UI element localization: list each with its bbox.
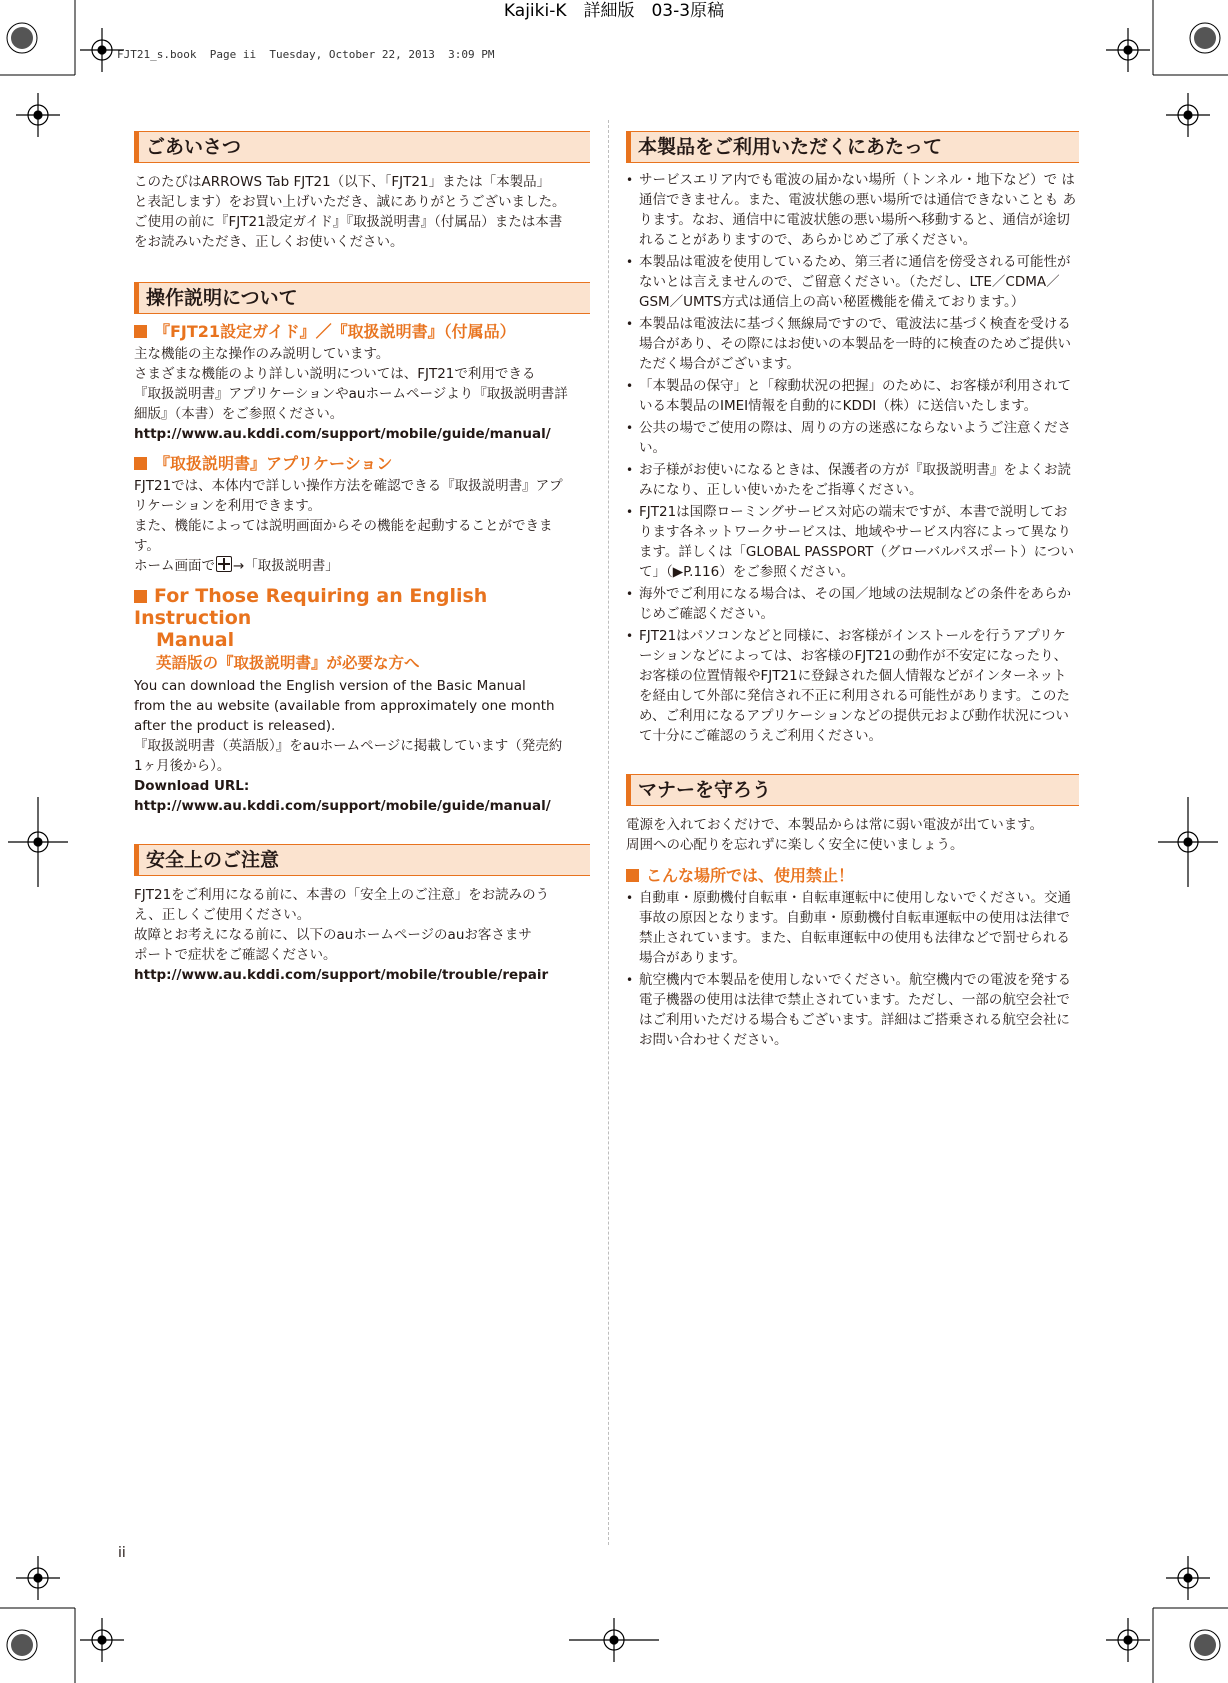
sub2-line: す。 bbox=[134, 538, 160, 554]
download-label: Download URL: bbox=[134, 778, 250, 794]
sub3-line: 1ヶ月後から）。 bbox=[134, 758, 231, 774]
list-item: • 本製品は電波法に基づく無線局ですので、電波法に基づく検査を受ける場合があり、その際にはお使いの本製品を一時的に検査のためご提供いただく場合がございます。 bbox=[626, 314, 1079, 374]
prohibited-title: こんな場所では、使用禁止！ bbox=[626, 865, 1079, 886]
operation-heading: 操作説明について bbox=[134, 282, 590, 314]
sub1-line: 細版』（本書）をご参照ください。 bbox=[134, 406, 344, 422]
list-item: • サービスエリア内でも電波の届かない場所（トンネル・地下など）で は通信できません。また、電波状態の悪い場所では通信できないことも あります。なお、通信中に電波状態の悪い場所へ移動すると、通信が途切れることがありますので、あらかじめご了承ください。 bbox=[626, 170, 1079, 250]
right-column bbox=[626, 131, 1079, 1052]
repair-url-link[interactable]: http://www.au.kddi.com/support/mobile/trouble/repair bbox=[134, 967, 549, 983]
usage-list bbox=[626, 170, 1079, 746]
sub3-line: from the au website (available from approximately one month bbox=[134, 698, 555, 714]
square-bullet-icon bbox=[626, 869, 639, 882]
sub2-line: リケーションを利用できます。 bbox=[134, 498, 322, 514]
list-item: • お子様がお使いになるときは、保護者の方が『取扱説明書』をよくお読みになり、正しい使いかたをご指導ください。 bbox=[626, 460, 1079, 500]
greeting-line: をお読みいただき、正しくお使いください。 bbox=[134, 234, 404, 250]
usage-heading: 本製品をご利用いただくにあたって bbox=[626, 131, 1079, 163]
greeting-line: このたびはARROWS Tab FJT21（以下、「FJT21」または「本製品」 bbox=[134, 174, 551, 190]
sub2-line: また、機能によっては説明画面からその機能を起動することができま bbox=[134, 518, 553, 534]
sub3-title-ja: 英語版の『取扱説明書』が必要な方へ bbox=[156, 654, 420, 672]
manner-body bbox=[626, 815, 1079, 855]
page-number: ii bbox=[118, 1545, 126, 1561]
operation-sub3 bbox=[134, 585, 590, 816]
sub1-title: 『FJT21設定ガイド』／『取扱説明書』（付属品） bbox=[134, 321, 590, 342]
safety-heading: 安全上のご注意 bbox=[134, 844, 590, 876]
list-item: • 本製品は電波を使用しているため、第三者に通信を傍受される可能性がないとは言えませんので、ご留意ください。（ただし、LTE／CDMA／GSM／UMTS方式は通信上の高い秘匿機能を備えております。） bbox=[626, 252, 1079, 312]
list-item: • 海外でご利用になる場合は、その国／地域の法規制などの条件をあらかじめご確認ください。 bbox=[626, 584, 1079, 624]
operation-sub2 bbox=[134, 453, 590, 576]
operation-sub1 bbox=[134, 321, 590, 444]
sub3-title-en: For Those Requiring an English Instruction Manual bbox=[134, 585, 488, 651]
square-bullet-icon bbox=[134, 325, 147, 338]
book-info-line: FJT21_s.book Page ii Tuesday, October 22, 2013 3:09 PM bbox=[117, 48, 495, 61]
left-column bbox=[134, 131, 590, 985]
sub2-title: 『取扱説明書』アプリケーション bbox=[134, 453, 590, 474]
safety-body bbox=[134, 885, 590, 985]
list-item: • 自動車・原動機付自転車・自転車運転中に使用しないでください。交通事故の原因となります。自動車・原動機付自転車運転中の使用は法律で禁止されています。また、自転車運転中の使用も法律などで罰せられる場合があります。 bbox=[626, 888, 1079, 968]
manner-line: 電源を入れておくだけで、本製品からは常に弱い電波が出ています。 bbox=[626, 817, 1044, 833]
sub1-line: 主な機能の主な操作のみ説明しています。 bbox=[134, 346, 390, 362]
safety-line: FJT21をご利用になる前に、本書の「安全上のご注意」をお読みのう bbox=[134, 887, 550, 903]
square-bullet-icon bbox=[134, 590, 147, 603]
prohibited-list bbox=[626, 888, 1079, 1050]
column-divider bbox=[608, 120, 609, 1545]
greeting-line: ご使用の前に『FJT21設定ガイド』『取扱説明書』（付属品）または本書 bbox=[134, 214, 563, 230]
sub3-line: 『取扱説明書（英語版）』をauホームページに掲載しています（発売約 bbox=[134, 738, 563, 754]
sub1-line: 『取扱説明書』アプリケーションやauホームページより『取扱説明書詳 bbox=[134, 386, 568, 402]
manual-url-link[interactable]: http://www.au.kddi.com/support/mobile/guide/manual/ bbox=[134, 426, 551, 442]
document-header-title: Kajiki-K 詳細版 03-3原稿 bbox=[503, 1, 725, 21]
list-item: • FJT21はパソコンなどと同様に、お客様がインストールを行うアプリケーションなどによっては、お客様のFJT21の動作が不安定になったり、お客様の位置情報やFJT21に登録された個人情報などがインターネットを経由して外部に発信され不正に利用される可能性があります。このため、ご利用になるアプリケーションなどの提供元および動作状況について十分にご確認のうえご利用ください。 bbox=[626, 626, 1079, 746]
list-item: • 航空機内で本製品を使用しないでください。航空機内での電波を発する電子機器の使用は法律で禁止されています。ただし、一部の航空会社ではご利用いただける場合もございます。詳細はご搭乗される航空会社にお問い合わせください。 bbox=[626, 970, 1079, 1050]
list-item: • 公共の場でご使用の際は、周りの方の迷惑にならないようご注意ください。 bbox=[626, 418, 1079, 458]
square-bullet-icon bbox=[134, 457, 147, 470]
home-instruction: ホーム画面で →「取扱説明書」 bbox=[134, 558, 339, 574]
manner-heading: マナーを守ろう bbox=[626, 774, 1079, 806]
english-manual-url-link[interactable]: http://www.au.kddi.com/support/mobile/guide/manual/ bbox=[134, 798, 551, 814]
list-item: • FJT21は国際ローミングサービス対応の端末ですが、本書で説明しております各ネットワークサービスは、地域やサービス内容によって異なります。詳しくは「GLOBAL PASSPORT（グローバルパスポート）について」（▶P.116）をご参照ください。 bbox=[626, 502, 1079, 582]
sub3-line: You can download the English version of the Basic Manual bbox=[134, 678, 526, 694]
sub1-line: さまざまな機能のより詳しい説明については、FJT21で利用できる bbox=[134, 366, 536, 382]
sub2-line: FJT21では、本体内で詳しい操作方法を確認できる『取扱説明書』アプ bbox=[134, 478, 563, 494]
greeting-body bbox=[134, 172, 590, 252]
manner-line: 周囲への心配りを忘れずに楽しく安全に使いましょう。 bbox=[626, 837, 964, 853]
greeting-heading: ごあいさつ bbox=[134, 131, 590, 163]
safety-line: 故障とお考えになる前に、以下のauホームページのauお客さまサ bbox=[134, 927, 532, 943]
app-list-icon bbox=[216, 556, 232, 572]
list-item: • 「本製品の保守」と「稼動状況の把握」のために、お客様が利用されている本製品のIMEI情報を自動的にKDDI（株）に送信いたします。 bbox=[626, 376, 1079, 416]
safety-line: え、正しくご使用ください。 bbox=[134, 907, 311, 923]
greeting-line: と表記します）をお買い上げいただき、誠にありがとうございました。 bbox=[134, 194, 566, 210]
sub3-line: after the product is released). bbox=[134, 718, 336, 734]
safety-line: ポートで症状をご確認ください。 bbox=[134, 947, 337, 963]
